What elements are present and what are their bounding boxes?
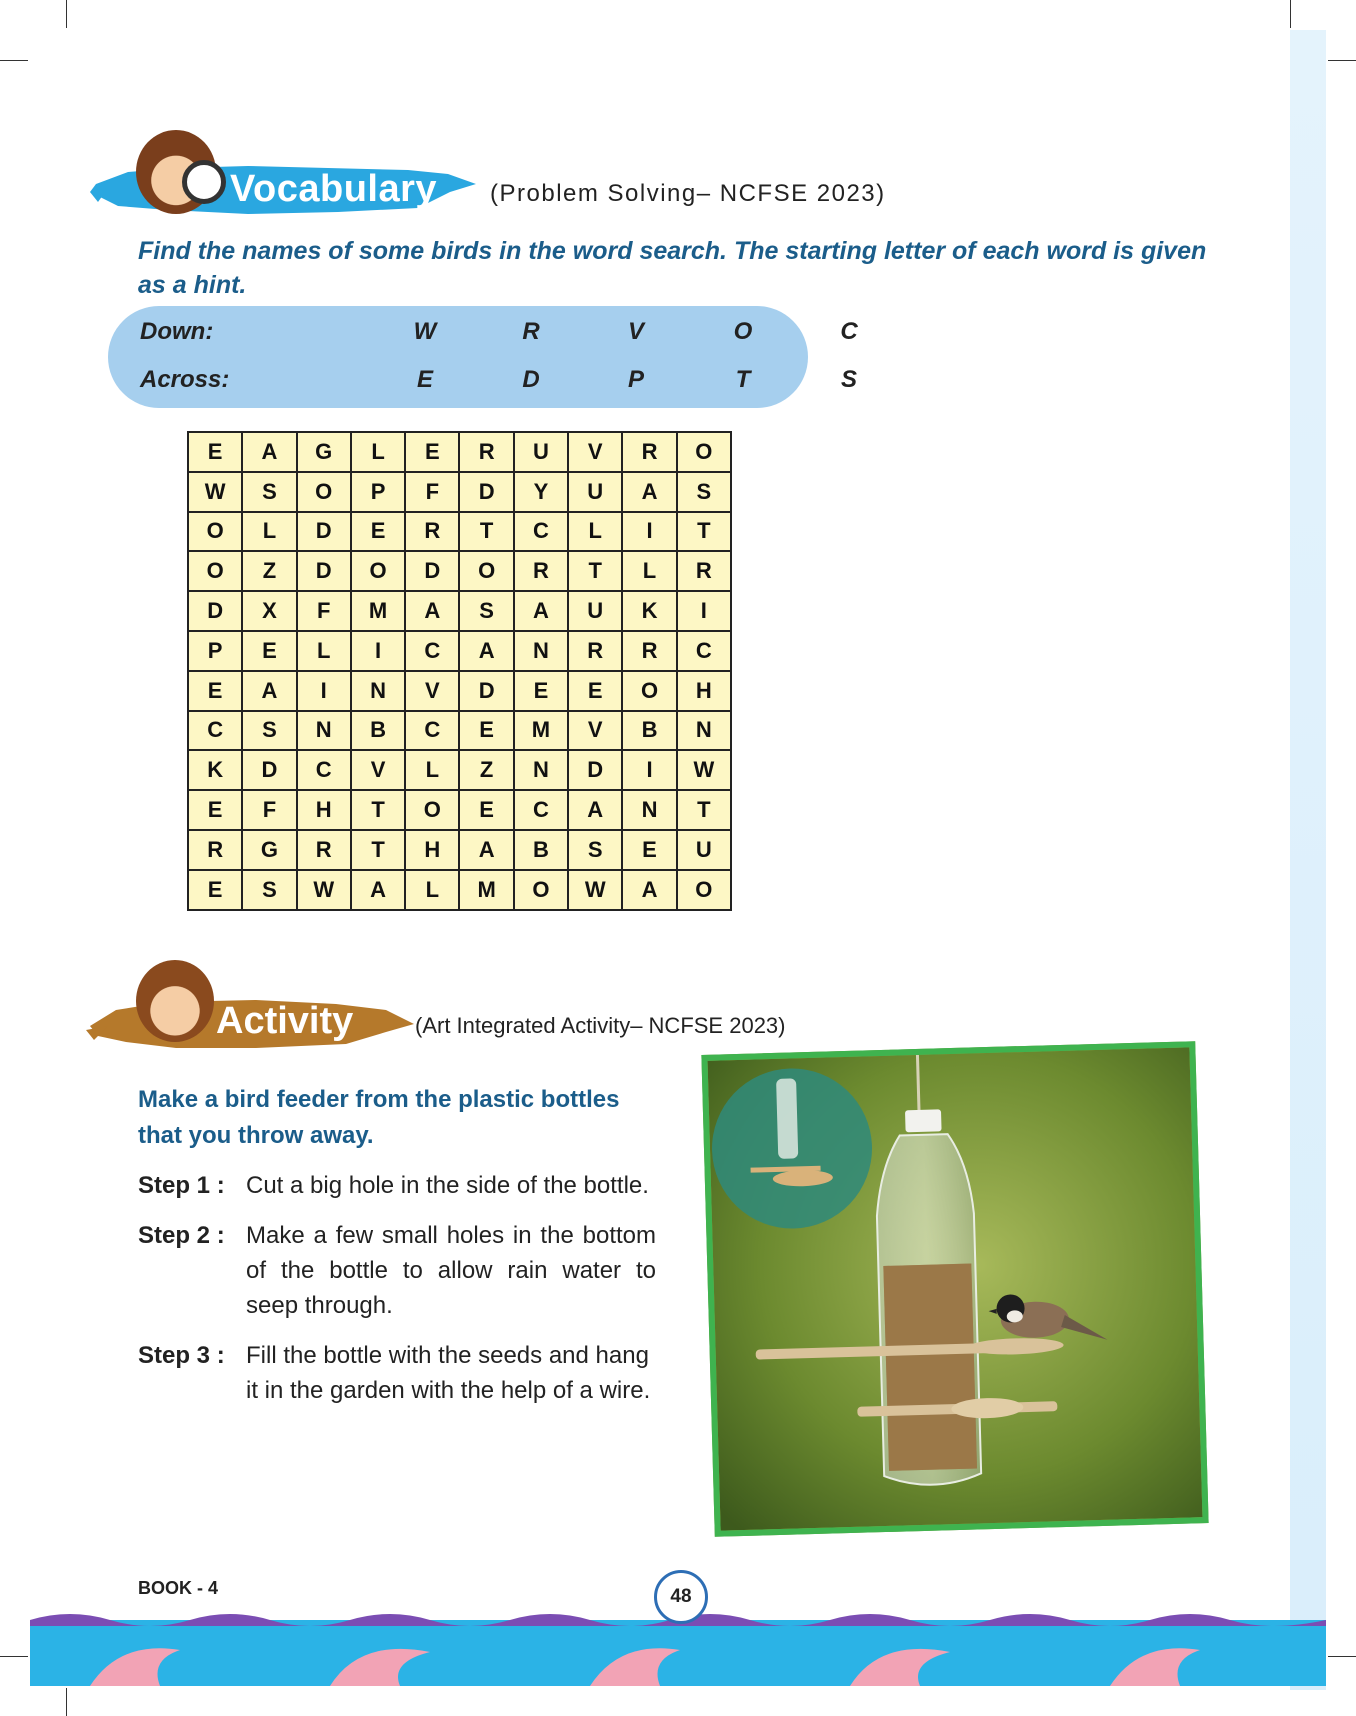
grid-cell: A <box>622 870 676 910</box>
grid-cell: I <box>351 631 405 671</box>
grid-cell: O <box>459 551 513 591</box>
step-text: Cut a big hole in the side of the bottle. <box>246 1172 649 1199</box>
grid-cell: K <box>622 591 676 631</box>
grid-row <box>188 671 731 711</box>
grid-row <box>188 631 731 671</box>
grid-cell: E <box>188 870 242 910</box>
down-letter: C <box>840 318 858 345</box>
grid-cell: I <box>297 671 351 711</box>
grid-cell: E <box>188 790 242 830</box>
grid-cell: R <box>405 512 459 552</box>
grid-cell: Z <box>242 551 296 591</box>
grid-cell: T <box>677 512 731 552</box>
grid-cell: O <box>677 432 731 472</box>
across-label: Across: <box>140 366 230 393</box>
grid-row <box>188 750 731 790</box>
grid-cell: D <box>459 671 513 711</box>
grid-cell: A <box>459 631 513 671</box>
grid-cell: N <box>514 750 568 790</box>
across-letter: S <box>840 366 857 393</box>
grid-cell: R <box>188 830 242 870</box>
page-number: 48 <box>654 1570 708 1624</box>
grid-cell: T <box>459 512 513 552</box>
activity-instruction: Make a bird feeder from the plastic bottles that you throw away. <box>138 1086 620 1149</box>
grid-row <box>188 472 731 512</box>
grid-cell: N <box>677 711 731 751</box>
grid-cell: L <box>297 631 351 671</box>
step-label: Step 1 : <box>138 1172 225 1199</box>
down-letter: V <box>627 318 644 345</box>
grid-cell: T <box>677 790 731 830</box>
grid-cell: U <box>568 591 622 631</box>
grid-cell: E <box>622 830 676 870</box>
grid-cell: L <box>568 512 622 552</box>
grid-cell: R <box>514 551 568 591</box>
grid-cell: C <box>677 631 731 671</box>
step-text: Make a few small holes in the bottom of the bottle to allow rain water to seep through. <box>246 1222 656 1319</box>
grid-cell: S <box>242 711 296 751</box>
grid-cell: A <box>242 671 296 711</box>
grid-cell: F <box>405 472 459 512</box>
crop-mark <box>1328 60 1356 61</box>
grid-cell: O <box>405 790 459 830</box>
grid-cell: S <box>677 472 731 512</box>
grid-cell: H <box>405 830 459 870</box>
magnifier-icon <box>182 160 226 204</box>
grid-cell: C <box>514 790 568 830</box>
grid-cell: W <box>188 472 242 512</box>
across-letter: T <box>735 366 751 393</box>
grid-cell: D <box>297 551 351 591</box>
hint-row-across <box>108 366 857 406</box>
grid-cell: I <box>677 591 731 631</box>
grid-cell: W <box>677 750 731 790</box>
grid-cell: N <box>297 711 351 751</box>
grid-cell: R <box>297 830 351 870</box>
grid-cell: R <box>622 432 676 472</box>
grid-cell: G <box>297 432 351 472</box>
grid-cell: E <box>459 711 513 751</box>
grid-cell: W <box>297 870 351 910</box>
grid-cell: A <box>405 591 459 631</box>
grid-cell: W <box>568 870 622 910</box>
grid-cell: C <box>405 631 459 671</box>
grid-cell: D <box>568 750 622 790</box>
grid-cell: O <box>677 870 731 910</box>
grid-cell: E <box>242 631 296 671</box>
grid-cell: G <box>242 830 296 870</box>
grid-row <box>188 551 731 591</box>
grid-cell: A <box>351 870 405 910</box>
grid-cell: C <box>514 512 568 552</box>
hint-row-down <box>108 318 858 358</box>
grid-cell: A <box>514 591 568 631</box>
grid-cell: E <box>568 671 622 711</box>
down-letter: R <box>522 318 540 345</box>
grid-cell: A <box>459 830 513 870</box>
crop-mark <box>1290 0 1291 28</box>
grid-cell: U <box>568 472 622 512</box>
grid-cell: U <box>677 830 731 870</box>
grid-cell: L <box>242 512 296 552</box>
grid-cell: C <box>297 750 351 790</box>
crop-mark <box>0 1656 28 1657</box>
grid-cell: O <box>297 472 351 512</box>
down-label: Down: <box>140 318 214 345</box>
across-letter: D <box>522 366 540 393</box>
grid-row <box>188 432 731 472</box>
grid-cell: R <box>459 432 513 472</box>
grid-cell: H <box>297 790 351 830</box>
step-label: Step 2 : <box>138 1222 225 1249</box>
grid-cell: S <box>568 830 622 870</box>
grid-cell: I <box>622 750 676 790</box>
crop-mark <box>66 1688 67 1716</box>
grid-cell: D <box>405 551 459 591</box>
grid-cell: B <box>622 711 676 751</box>
crop-mark <box>1328 1656 1356 1657</box>
down-letter: W <box>413 318 437 345</box>
grid-cell: T <box>351 830 405 870</box>
grid-cell: M <box>459 870 513 910</box>
across-letter: P <box>627 366 644 393</box>
grid-cell: A <box>242 432 296 472</box>
grid-cell: L <box>351 432 405 472</box>
grid-row <box>188 870 731 910</box>
grid-row <box>188 591 731 631</box>
grid-row <box>188 512 731 552</box>
grid-cell: T <box>568 551 622 591</box>
grid-cell: R <box>568 631 622 671</box>
grid-cell: A <box>622 472 676 512</box>
grid-cell: Z <box>459 750 513 790</box>
grid-cell: S <box>459 591 513 631</box>
grid-cell: D <box>242 750 296 790</box>
grid-row <box>188 790 731 830</box>
hint-box <box>108 306 858 408</box>
grid-cell: L <box>405 750 459 790</box>
grid-cell: N <box>514 631 568 671</box>
grid-cell: F <box>242 790 296 830</box>
grid-cell: E <box>188 432 242 472</box>
grid-cell: X <box>242 591 296 631</box>
grid-cell: O <box>351 551 405 591</box>
grid-cell: S <box>242 870 296 910</box>
grid-cell: P <box>188 631 242 671</box>
grid-cell: P <box>351 472 405 512</box>
grid-cell: N <box>622 790 676 830</box>
grid-cell: C <box>188 711 242 751</box>
grid-cell: O <box>622 671 676 711</box>
grid-cell: K <box>188 750 242 790</box>
grid-cell: M <box>351 591 405 631</box>
grid-cell: D <box>297 512 351 552</box>
grid-cell: Y <box>514 472 568 512</box>
grid-cell: A <box>568 790 622 830</box>
grid-cell: B <box>514 830 568 870</box>
across-letter: E <box>416 366 433 393</box>
activity-title: Activity <box>216 1000 354 1042</box>
grid-cell: E <box>514 671 568 711</box>
crop-mark <box>0 60 28 61</box>
grid-cell: R <box>677 551 731 591</box>
grid-cell: V <box>351 750 405 790</box>
bird-feeder-photo <box>701 1041 1208 1537</box>
step-label: Step 3 : <box>138 1342 225 1369</box>
activity-subtitle: (Art Integrated Activity– NCFSE 2023) <box>415 1013 786 1038</box>
vocabulary-subtitle: (Problem Solving– NCFSE 2023) <box>490 180 886 207</box>
grid-cell: V <box>568 711 622 751</box>
crop-mark <box>66 0 67 28</box>
grid-cell: E <box>405 432 459 472</box>
grid-cell: D <box>188 591 242 631</box>
step-text: Fill the bottle with the seeds and hang it in the garden with the help of a wire. <box>246 1342 651 1404</box>
grid-cell: B <box>351 711 405 751</box>
grid-cell: E <box>459 790 513 830</box>
grid-cell: E <box>351 512 405 552</box>
grid-cell: R <box>622 631 676 671</box>
grid-cell: L <box>622 551 676 591</box>
vocabulary-title: Vocabulary <box>230 168 438 210</box>
grid-cell: U <box>514 432 568 472</box>
grid-cell: V <box>568 432 622 472</box>
grid-cell: E <box>188 671 242 711</box>
bird-feeder-illustration <box>708 1047 1203 1530</box>
grid-cell: M <box>514 711 568 751</box>
grid-row <box>188 830 731 870</box>
vocabulary-instruction: Find the names of some birds in the word search. The starting letter of each word is given as a hint. <box>138 237 1207 299</box>
side-decor-strip <box>1290 30 1326 1690</box>
boy-avatar-icon <box>136 960 214 1042</box>
grid-cell: O <box>188 551 242 591</box>
grid-cell: S <box>242 472 296 512</box>
grid-cell: I <box>622 512 676 552</box>
grid-cell: T <box>351 790 405 830</box>
grid-cell: D <box>459 472 513 512</box>
word-search-grid <box>187 431 732 911</box>
grid-cell: L <box>405 870 459 910</box>
grid-cell: V <box>405 671 459 711</box>
grid-cell: N <box>351 671 405 711</box>
grid-cell: O <box>188 512 242 552</box>
grid-cell: O <box>514 870 568 910</box>
grid-cell: F <box>297 591 351 631</box>
grid-row <box>188 711 731 751</box>
footer-book-label: BOOK - 4 <box>138 1578 219 1598</box>
grid-cell: H <box>677 671 731 711</box>
grid-cell: C <box>405 711 459 751</box>
down-letter: O <box>733 318 753 345</box>
